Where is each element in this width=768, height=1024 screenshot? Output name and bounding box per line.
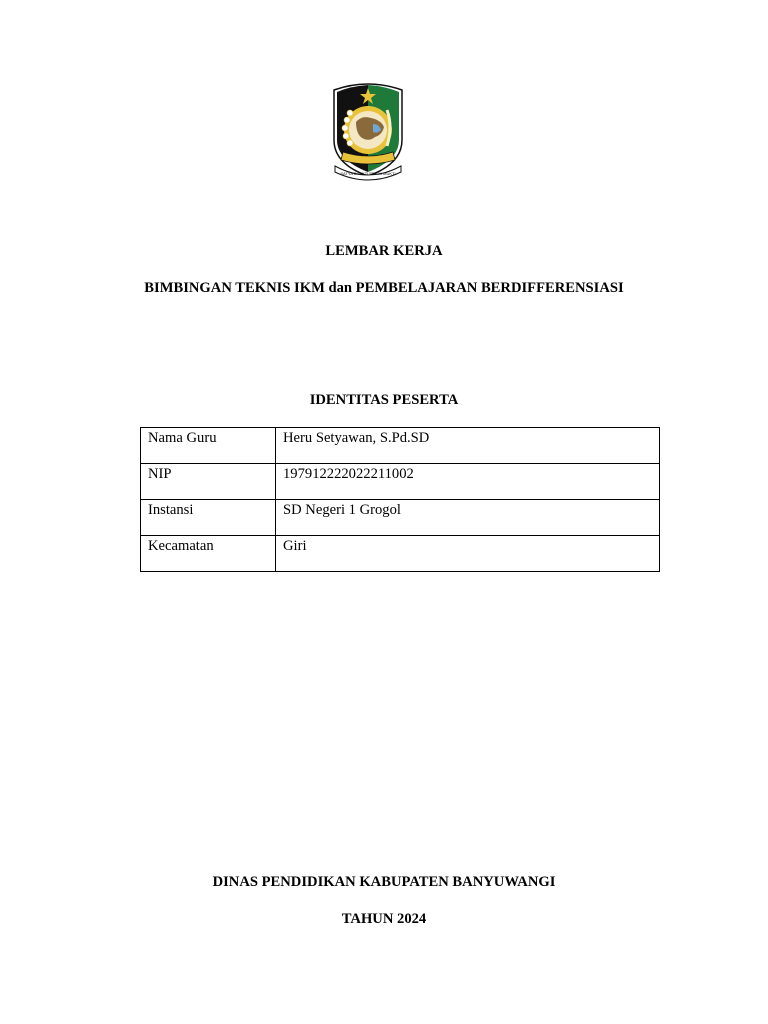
table-row [141,536,660,572]
identity-value: SD Negeri 1 Grogol [283,502,401,518]
document-title: LEMBAR KERJA [325,243,443,259]
identity-value: 197912222022211002 [283,466,414,482]
document-year: TAHUN 2024 [341,911,427,927]
emblem-motto-text: SATYA BHAKTI PRAJA MUKTI [340,171,396,176]
identity-value: Heru Setyawan, S.Pd.SD [283,430,430,446]
identity-label-cell [141,536,276,572]
identity-value-cell [276,536,660,572]
identity-label-cell [141,464,276,500]
identity-label: Instansi [148,502,194,518]
identity-value-cell [276,464,660,500]
table-row [141,500,660,536]
issuing-organization: DINAS PENDIDIKAN KABUPATEN BANYUWANGI [212,874,556,890]
table-row [141,428,660,464]
table-row [141,464,660,500]
identity-value: Giri [283,538,307,554]
identity-section-title: IDENTITAS PESERTA [309,392,459,408]
regency-emblem-logo [329,80,407,184]
identity-label: Nama Guru [148,430,217,446]
document-subtitle: BIMBINGAN TEKNIS IKM dan PEMBELAJARAN BERDIFFERENSIASI [144,280,624,296]
identity-label-cell [141,500,276,536]
identity-label-cell [141,428,276,464]
identity-label: NIP [148,466,172,482]
identity-table [140,427,660,572]
identity-value-cell [276,428,660,464]
identity-value-cell [276,500,660,536]
identity-label: Kecamatan [148,538,214,554]
